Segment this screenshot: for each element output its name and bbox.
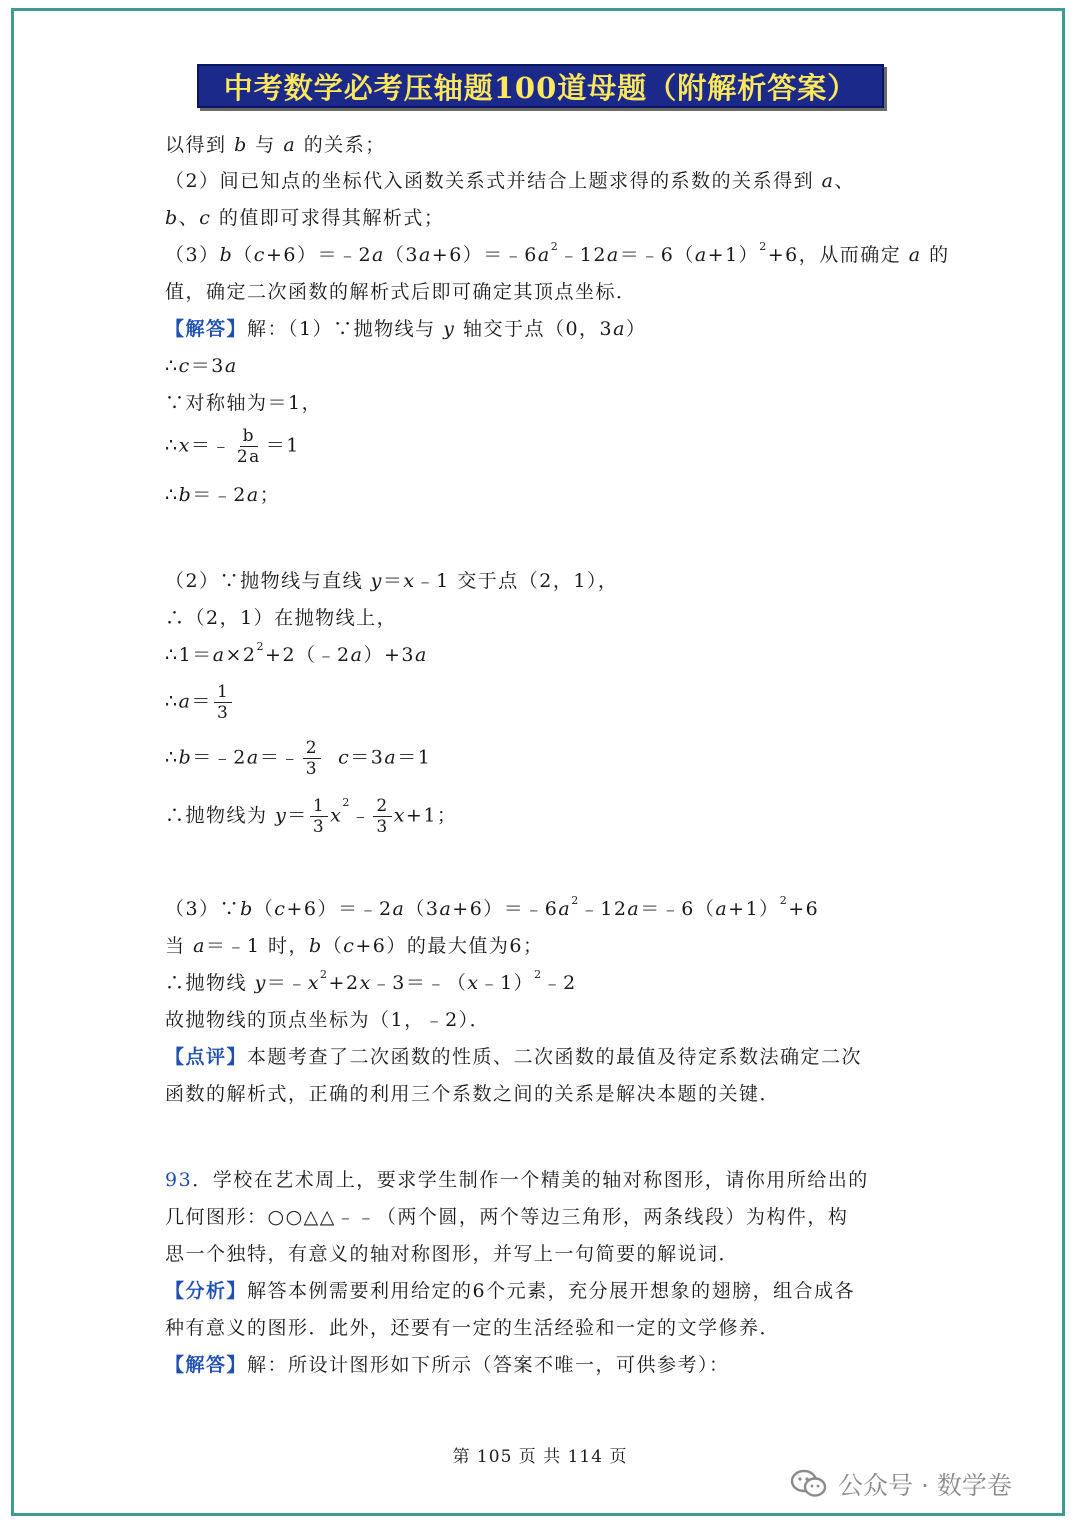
question-number: 93 bbox=[165, 1169, 193, 1191]
solution-part3-line-3: ∴抛物线 $y=﹣x^2+2x﹣3=﹣(x﹣1)^2﹣2$ bbox=[165, 968, 577, 994]
fraction: $\frac{b}{2a}$ bbox=[236, 426, 261, 467]
fraction: $\frac{2}{3}$ bbox=[373, 796, 391, 837]
solution-parabola-eq: ∴抛物线为 y＝ $\frac{1}{3}$ $x^2﹣$ $\frac{2}{3}$ x+1； bbox=[165, 796, 458, 837]
solution-part2-line-2: ∴（2，1）在抛物线上， bbox=[165, 607, 398, 629]
solution-c-value: ∴c＝3a bbox=[165, 355, 238, 377]
question-93-line-3: 思一个独特，有意义的轴对称图形，并写上一句简要的解说词． bbox=[165, 1243, 740, 1265]
fraction: $\frac{2}{3}$ bbox=[303, 738, 321, 779]
solution-part2-line-1: （2）∵抛物线与直线 y＝x﹣1 交于点（2，1）， bbox=[165, 570, 619, 592]
comment-tag: 【点评】 bbox=[165, 1046, 248, 1068]
question-93-analysis-2: 种有意义的图形．此外，还要有一定的生活经验和一定的文学修养． bbox=[165, 1317, 781, 1339]
watermark-text: 公众号 · 数学卷 bbox=[838, 1471, 1012, 1500]
analysis-line-5: 值，确定二次函数的解析式后即可确定其顶点坐标． bbox=[165, 281, 637, 303]
solution-part3-line-1: $(3)\because b(c+6)=﹣2a(3a+6)=﹣6a^2﹣12a=﹣6(a+1)^2+6$ bbox=[165, 894, 820, 920]
analysis-line-3: b、c 的值即可求得其解析式； bbox=[165, 207, 445, 229]
solution-axis: ∵对称轴为＝1， bbox=[165, 392, 323, 414]
analysis-line-1: 以得到 b 与 a 的关系； bbox=[165, 134, 386, 156]
fraction: $\frac{1}{3}$ bbox=[310, 796, 328, 837]
solution-line-1: 【解答】解：（1）∵抛物线与 y 轴交于点（0，3a） bbox=[165, 318, 647, 340]
comment-line-1: 【点评】本题考查了二次函数的性质、二次函数的最值及待定系数法确定二次 bbox=[165, 1046, 863, 1068]
solution-vertex: 故抛物线的顶点坐标为（1，﹣2）． bbox=[165, 1009, 491, 1031]
page-number: 第 105 页 共 114 页 bbox=[452, 1447, 628, 1467]
solution-b-c-values: ∴b＝﹣2a＝﹣ $\frac{2}{3}$ c＝3a＝1 bbox=[165, 738, 432, 779]
solution-x-eq: ∴x＝﹣ $\frac{b}{2a}$ ＝1 bbox=[165, 426, 300, 467]
question-93-answer: 【解答】解：所设计图形如下所示（答案不唯一，可供参考）： bbox=[165, 1354, 730, 1376]
watermark bbox=[790, 1466, 1012, 1502]
question-93-line-1: 93．学校在艺术周上，要求学生制作一个精美的轴对称图形，请你用所给出的 bbox=[165, 1169, 869, 1191]
analysis-tag: 【分析】 bbox=[165, 1280, 248, 1302]
question-93-analysis-1: 【分析】解答本例需要利用给定的6个元素，充分展开想象的翅膀，组合成各 bbox=[165, 1280, 856, 1302]
solution-b-eq: ∴b＝﹣2a； bbox=[165, 484, 281, 506]
analysis-line-2: （2）间已知点的坐标代入函数关系式并结合上题求得的系数的关系得到 a、 bbox=[165, 170, 855, 192]
comment-line-2: 函数的解析式，正确的利用三个系数之间的关系是解决本题的关键． bbox=[165, 1083, 781, 1105]
wechat-icon bbox=[790, 1469, 828, 1499]
fraction: $\frac{1}{3}$ bbox=[214, 682, 232, 723]
answer-tag: 【解答】 bbox=[165, 1354, 248, 1376]
question-93-line-2: 几何图形：○○△△﹣﹣（两个圆，两个等边三角形，两条线段）为构件，构 bbox=[165, 1206, 849, 1228]
solution-a-value: ∴a＝ $\frac{1}{3}$ bbox=[165, 682, 234, 723]
solution-tag: 【解答】 bbox=[165, 318, 248, 340]
solution-part3-line-2: 当 a＝﹣1 时，b（c+6）的最大值为6； bbox=[165, 935, 544, 957]
solution-part2-line-3: $\therefore 1=a\times 2^2+2(﹣2a)+3a$ bbox=[165, 640, 428, 666]
analysis-line-4: $(3)b(c+6)=﹣2a(3a+6)=﹣6a^2﹣12a=﹣6(a+1)^2+6$，从而确定 a 的 bbox=[165, 240, 950, 266]
document-title: 中考数学必考压轴题100道母题（附解析答案） bbox=[197, 64, 884, 108]
